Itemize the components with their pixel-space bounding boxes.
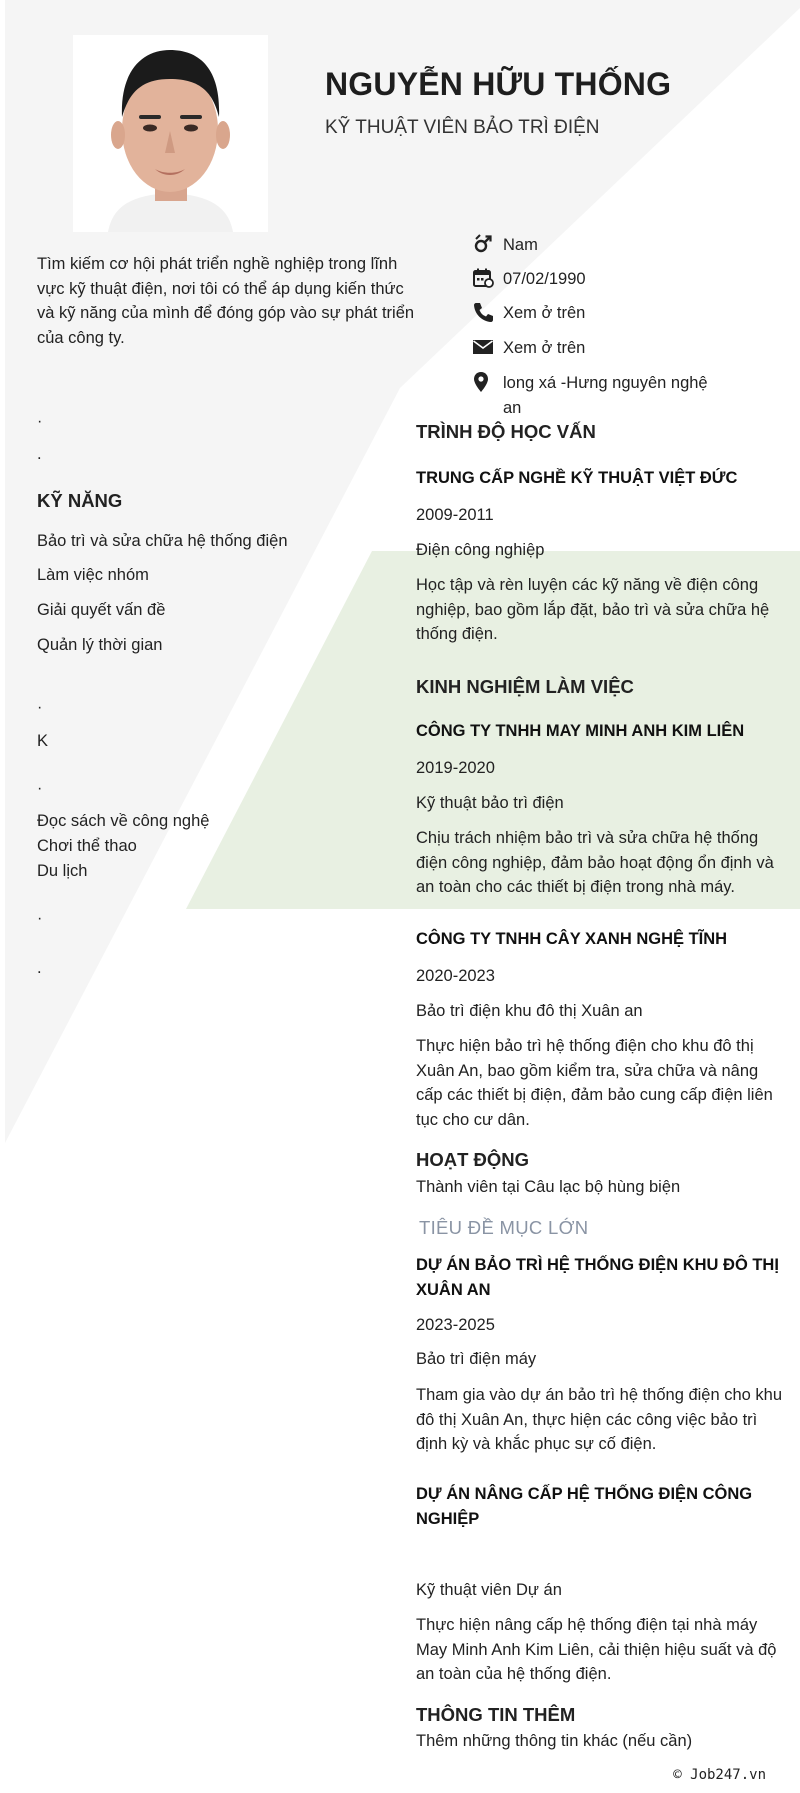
gender-icon bbox=[472, 233, 494, 255]
experience-title: KINH NGHIỆM LÀM VIỆC bbox=[416, 676, 634, 697]
gender-value: Nam bbox=[503, 236, 538, 254]
project-description: Thực hiện nâng cấp hệ thống điện tại nhà máy May Minh Anh Kim Liên, cải thiện hiệu suất và độ an toàn của hệ thống điện. bbox=[416, 1616, 777, 1683]
project-period: 2023-2025 bbox=[416, 1316, 495, 1334]
education-description: Học tập và rèn luyện các kỹ năng về điện công nghiệp, bao gồm lắp đặt, bảo trì và sửa chữa hệ thống điện. bbox=[416, 576, 770, 643]
project-role: Kỹ thuật viên Dự án bbox=[416, 1581, 562, 1599]
project-name: DỰ ÁN NÂNG CẤP HỆ THỐNG ĐIỆN CÔNG NGHIỆP bbox=[416, 1485, 753, 1528]
job-position: Kỹ thuật bảo trì điện bbox=[416, 794, 564, 812]
activities-text: Thành viên tại Câu lạc bộ hùng biện bbox=[416, 1178, 681, 1196]
project-role: Bảo trì điện máy bbox=[416, 1350, 537, 1368]
location-icon bbox=[472, 371, 494, 393]
job-company: CÔNG TY TNHH MAY MINH ANH KIM LIÊN bbox=[416, 722, 745, 740]
skills-title: KỸ NĂNG bbox=[37, 490, 123, 511]
calendar-icon bbox=[472, 267, 494, 289]
projects-title: TIÊU ĐỀ MỤC LỚN bbox=[419, 1217, 589, 1238]
job-position: Bảo trì điện khu đô thị Xuân an bbox=[416, 1002, 643, 1020]
job-company: CÔNG TY TNHH CÂY XANH NGHỆ TĨNH bbox=[416, 930, 728, 948]
hobby-item: Chơi thể thao bbox=[37, 837, 137, 855]
skill-item: Giải quyết vấn đề bbox=[37, 601, 166, 619]
additional-title: THÔNG TIN THÊM bbox=[416, 1704, 576, 1725]
email-icon bbox=[472, 336, 494, 358]
hobby-item: Du lịch bbox=[37, 862, 88, 880]
skill-item: Quản lý thời gian bbox=[37, 636, 163, 654]
left-block4-text: . bbox=[37, 959, 42, 977]
education-period: 2009-2011 bbox=[416, 506, 494, 524]
left-block2-dot: · bbox=[37, 699, 43, 716]
phone-icon bbox=[472, 301, 494, 323]
left-block2-text: K bbox=[37, 732, 49, 750]
hobby-item: Đọc sách về công nghệ bbox=[37, 812, 210, 830]
phone-value: Xem ở trên bbox=[503, 304, 586, 322]
left-block3-dot: · bbox=[37, 780, 43, 797]
skill-item: Làm việc nhóm bbox=[37, 566, 149, 584]
career-objective: Tìm kiếm cơ hội phát triển nghề nghiệp trong lĩnh vực kỹ thuật điện, nơi tôi có thể áp dụng kiến thức và kỹ năng của mình để đóng góp vào sự phát triển của công ty. bbox=[37, 255, 415, 347]
activities-title: HOẠT ĐỘNG bbox=[416, 1149, 530, 1170]
address-value: long xá -Hưng nguyên nghệ an bbox=[503, 374, 708, 417]
job-description: Thực hiện bảo trì hệ thống điện cho khu đô thị Xuân An, bao gồm kiểm tra, sửa chữa và nâng cấp các thiết bị điện, đảm bảo cung cấp điện liên tục cho cư dân. bbox=[416, 1037, 773, 1129]
profile-photo bbox=[73, 35, 268, 232]
job-title: KỸ THUẬT VIÊN BẢO TRÌ ĐIỆN bbox=[325, 117, 600, 138]
additional-text: Thêm những thông tin khác (nếu cần) bbox=[416, 1732, 693, 1750]
education-major: Điện công nghiệp bbox=[416, 541, 545, 559]
education-school: TRUNG CẤP NGHỀ KỸ THUẬT VIỆT ĐỨC bbox=[416, 469, 738, 487]
job-period: 2019-2020 bbox=[416, 759, 495, 777]
left-block4-dot: · bbox=[37, 910, 43, 927]
birthday-value: 07/02/1990 bbox=[503, 270, 586, 288]
footer-watermark: © Job247.vn bbox=[673, 1767, 766, 1783]
project-description: Tham gia vào dự án bảo trì hệ thống điện cho khu đô thị Xuân An, thực hiện các công việc bảo trì định kỳ và khắc phục sự cố điện. bbox=[416, 1386, 783, 1453]
left-block1-dot: · bbox=[37, 413, 43, 430]
left-block1-text: . bbox=[37, 445, 42, 463]
full-name: NGUYỄN HỮU THỐNG bbox=[325, 66, 672, 102]
email-value: Xem ở trên bbox=[503, 339, 586, 357]
project-name: DỰ ÁN BẢO TRÌ HỆ THỐNG ĐIỆN KHU ĐÔ THỊ XUÂN AN bbox=[416, 1256, 779, 1299]
education-title: TRÌNH ĐỘ HỌC VẤN bbox=[416, 421, 596, 442]
job-description: Chịu trách nhiệm bảo trì và sửa chữa hệ thống điện công nghiệp, đảm bảo hoạt động ổn định và an toàn cho các thiết bị điện trong nhà máy. bbox=[416, 829, 774, 896]
job-period: 2020-2023 bbox=[416, 967, 495, 985]
skill-item: Bảo trì và sửa chữa hệ thống điện bbox=[37, 532, 288, 550]
